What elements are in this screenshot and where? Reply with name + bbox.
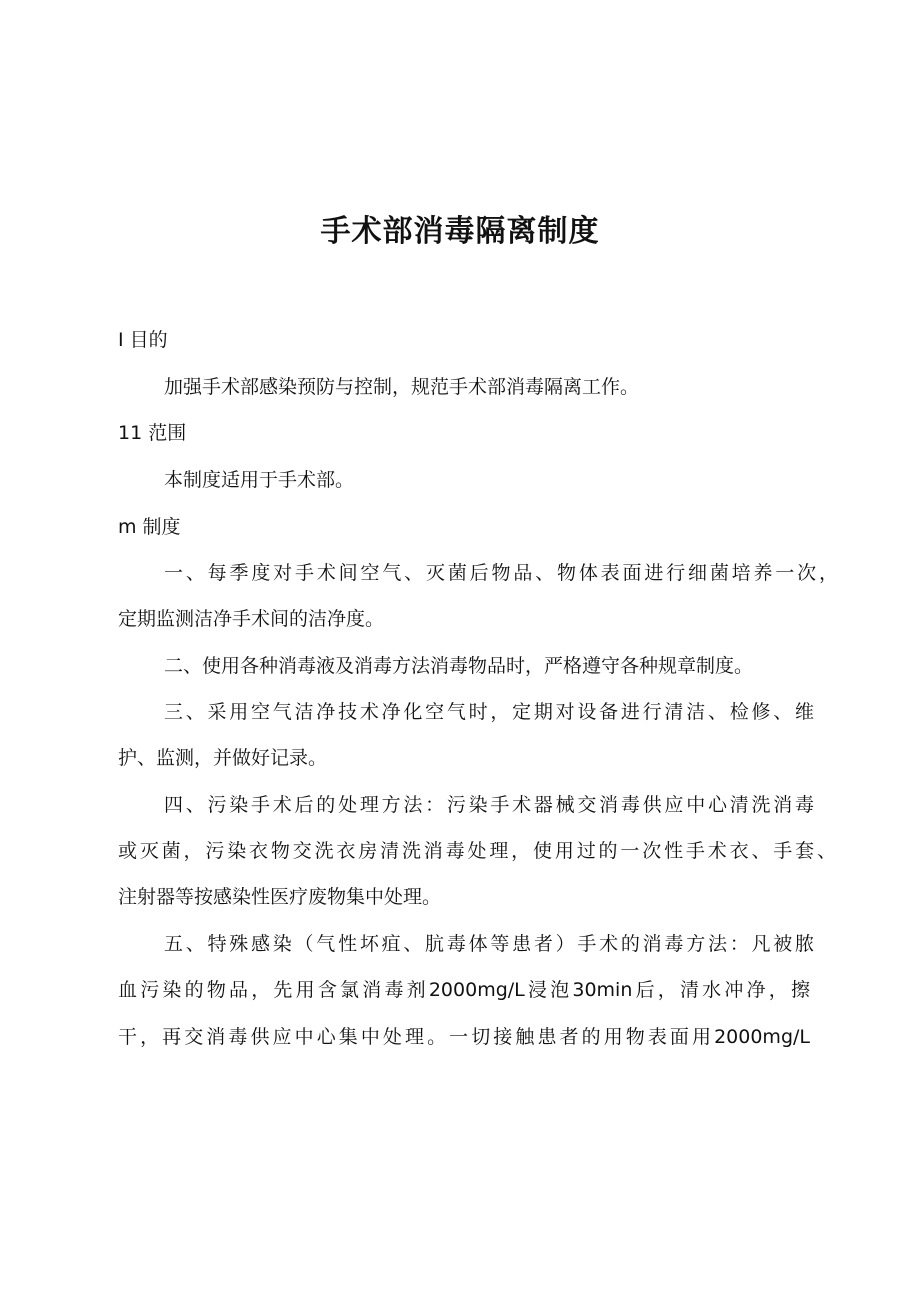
purpose-text: 加强手术部感染预防与控制，规范手术部消毒隔离工作。 xyxy=(164,376,640,398)
rule-4-line-1: 四、污染手术后的处理方法：污染手术器械交消毒供应中心清洗消毒 xyxy=(164,794,814,816)
rule-3-line-1: 三、采用空气洁净技术净化空气时，定期对设备进行清洁、检修、维 xyxy=(164,701,814,723)
rule-5-line-3: 干，再交消毒供应中心集中处理。一切接触患者的用物表面用2000mg/L xyxy=(118,1026,810,1048)
rule-5-line-1: 五、特殊感染（气性坏疽、肮毒体等患者）手术的消毒方法：凡被脓 xyxy=(164,933,814,955)
rule-3-line-2: 护、监测，并做好记录。 xyxy=(118,747,328,769)
document-title: 手术部消毒隔离制度 xyxy=(320,214,600,249)
rule-1-line-2: 定期监测洁净手术间的洁净度。 xyxy=(118,608,385,630)
rule-4-line-3: 注射器等按感染性医疗废物集中处理。 xyxy=(118,886,442,908)
rule-5-line-2: 血污染的物品，先用含氯消毒剂2000mg/L浸泡30min后，清水冲净，擦 xyxy=(118,979,810,1001)
rule-4-line-2: 或灭菌，污染衣物交洗衣房清洗消毒处理，使用过的一次性手术衣、手套、 xyxy=(118,840,836,862)
rule-2-line-1: 二、使用各种消毒液及消毒方法消毒物品时，严格遵守各种规章制度。 xyxy=(164,655,754,677)
section-heading-rules: m 制度 xyxy=(118,516,181,538)
rule-1-line-1: 一、每季度对手术间空气、灭菌后物品、物体表面进行细菌培养一次， xyxy=(164,562,838,584)
section-heading-scope: 11 范围 xyxy=(118,422,187,444)
scope-text: 本制度适用于手术部。 xyxy=(164,469,355,491)
section-heading-purpose: I 目的 xyxy=(118,329,168,351)
